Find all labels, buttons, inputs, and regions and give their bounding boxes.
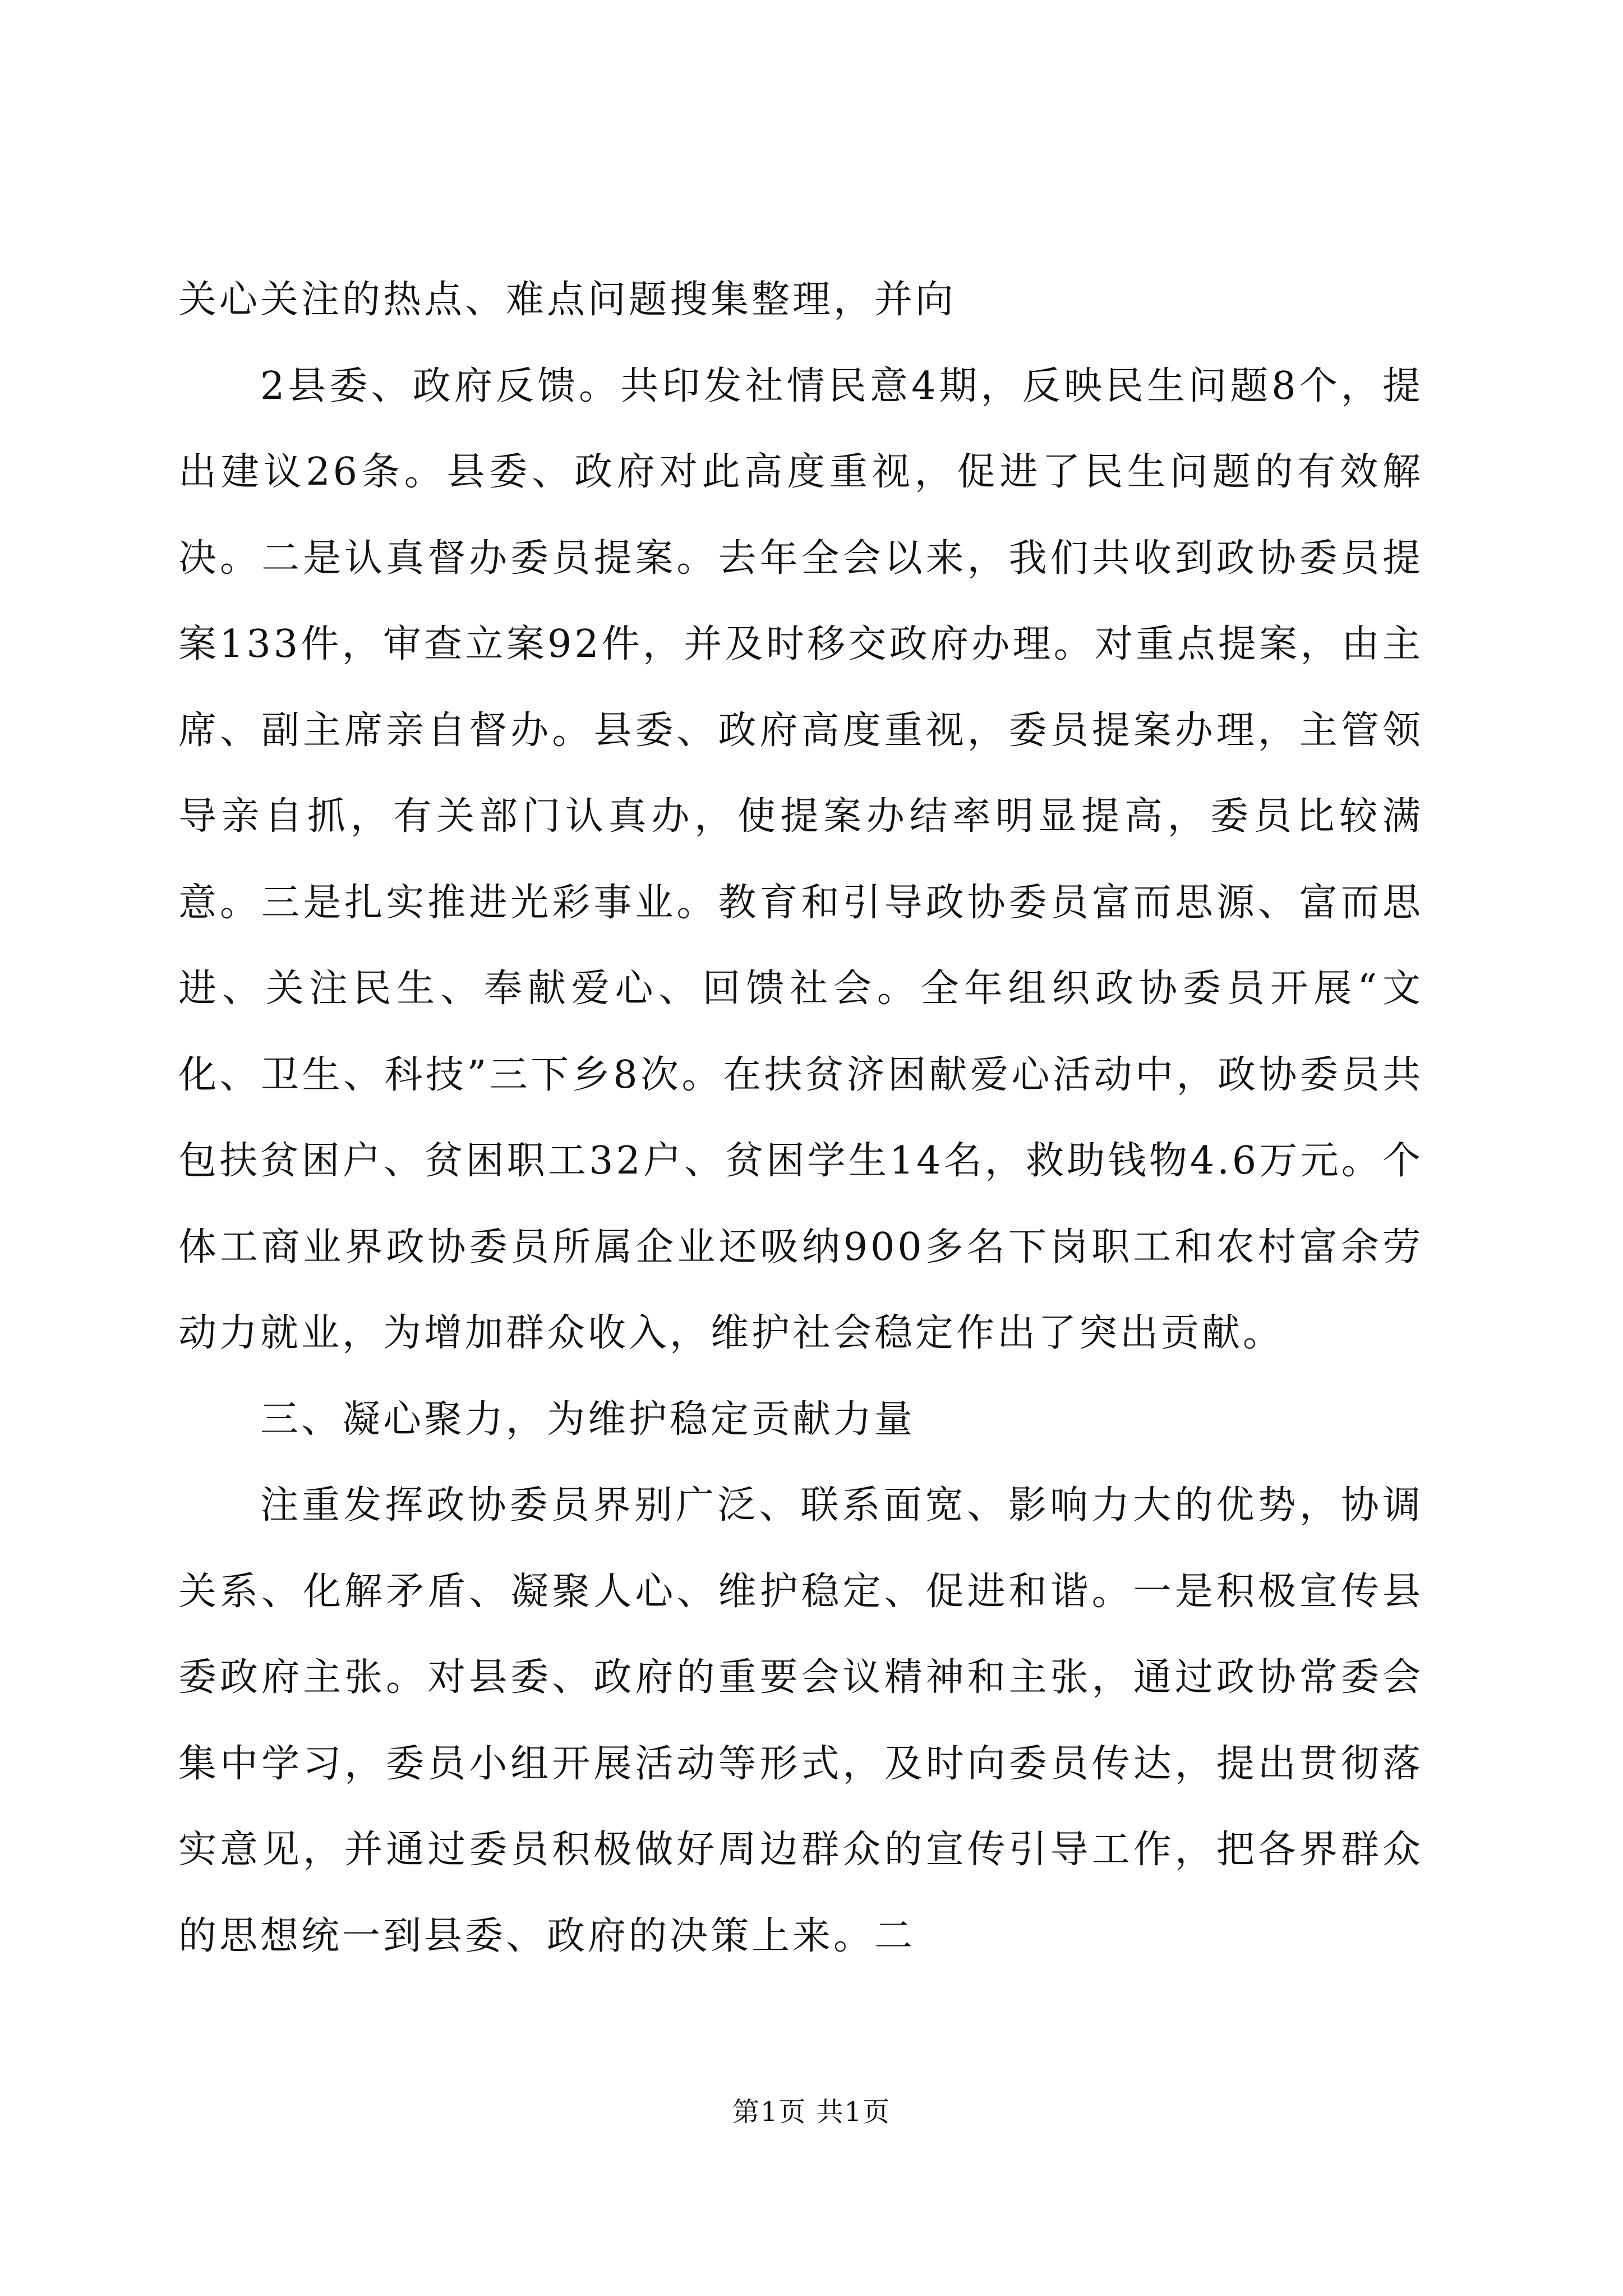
paragraph-continuation: 关心关注的热点、难点问题搜集整理，并向	[178, 278, 957, 322]
section-heading-stability: 三、凝心聚力，为维护稳定贡献力量	[260, 1397, 916, 1442]
document-body	[178, 257, 1423, 1979]
paragraph-feedback-and-proposals: 2县委、政府反馈。共印发社情民意4期，反映民生问题8个，提出建议26条。县委、政府对此高度重视，促进了民生问题的有效解决。二是认真督办委员提案。去年全会以来，我们共收到政协委员提案133件，审查立案92件，并及时移交政府办理。对重点提案，由主席、副主席亲自督办。县委、政府高度重视，委员提案办理，主管领导亲自抓，有关部门认真办，使提案办结率明显提高，委员比较满意。三是扎实推进光彩事业。教育和引导政协委员富而思源、富而思进、关注民生、奉献爱心、回馈社会。全年组织政协委员开展“文化、卫生、科技”三下乡8次。在扶贫济困献爱心活动中，政协委员共包扶贫困户、贫困职工32户、贫困学生14名，救助钱物4.6万元。个体工商业界政协委员所属企业还吸纳900多名下岗职工和农村富余劳动力就业，为增加群众收入，维护社会稳定作出了突出贡献。	[178, 364, 1423, 1355]
page-footer: 第1页 共1页	[732, 2096, 891, 2128]
paragraph-stability: 注重发挥政协委员界别广泛、联系面宽、影响力大的优势，协调关系、化解矛盾、凝聚人心、维护稳定、促进和谐。一是积极宣传县委政府主张。对县委、政府的重要会议精神和主张，通过政协常委会集中学习，委员小组开展活动等形式，及时向委员传达，提出贯彻落实意见，并通过委员积极做好周边群众的宣传引导工作，把各界群众的思想统一到县委、政府的决策上来。二	[178, 1483, 1423, 1958]
